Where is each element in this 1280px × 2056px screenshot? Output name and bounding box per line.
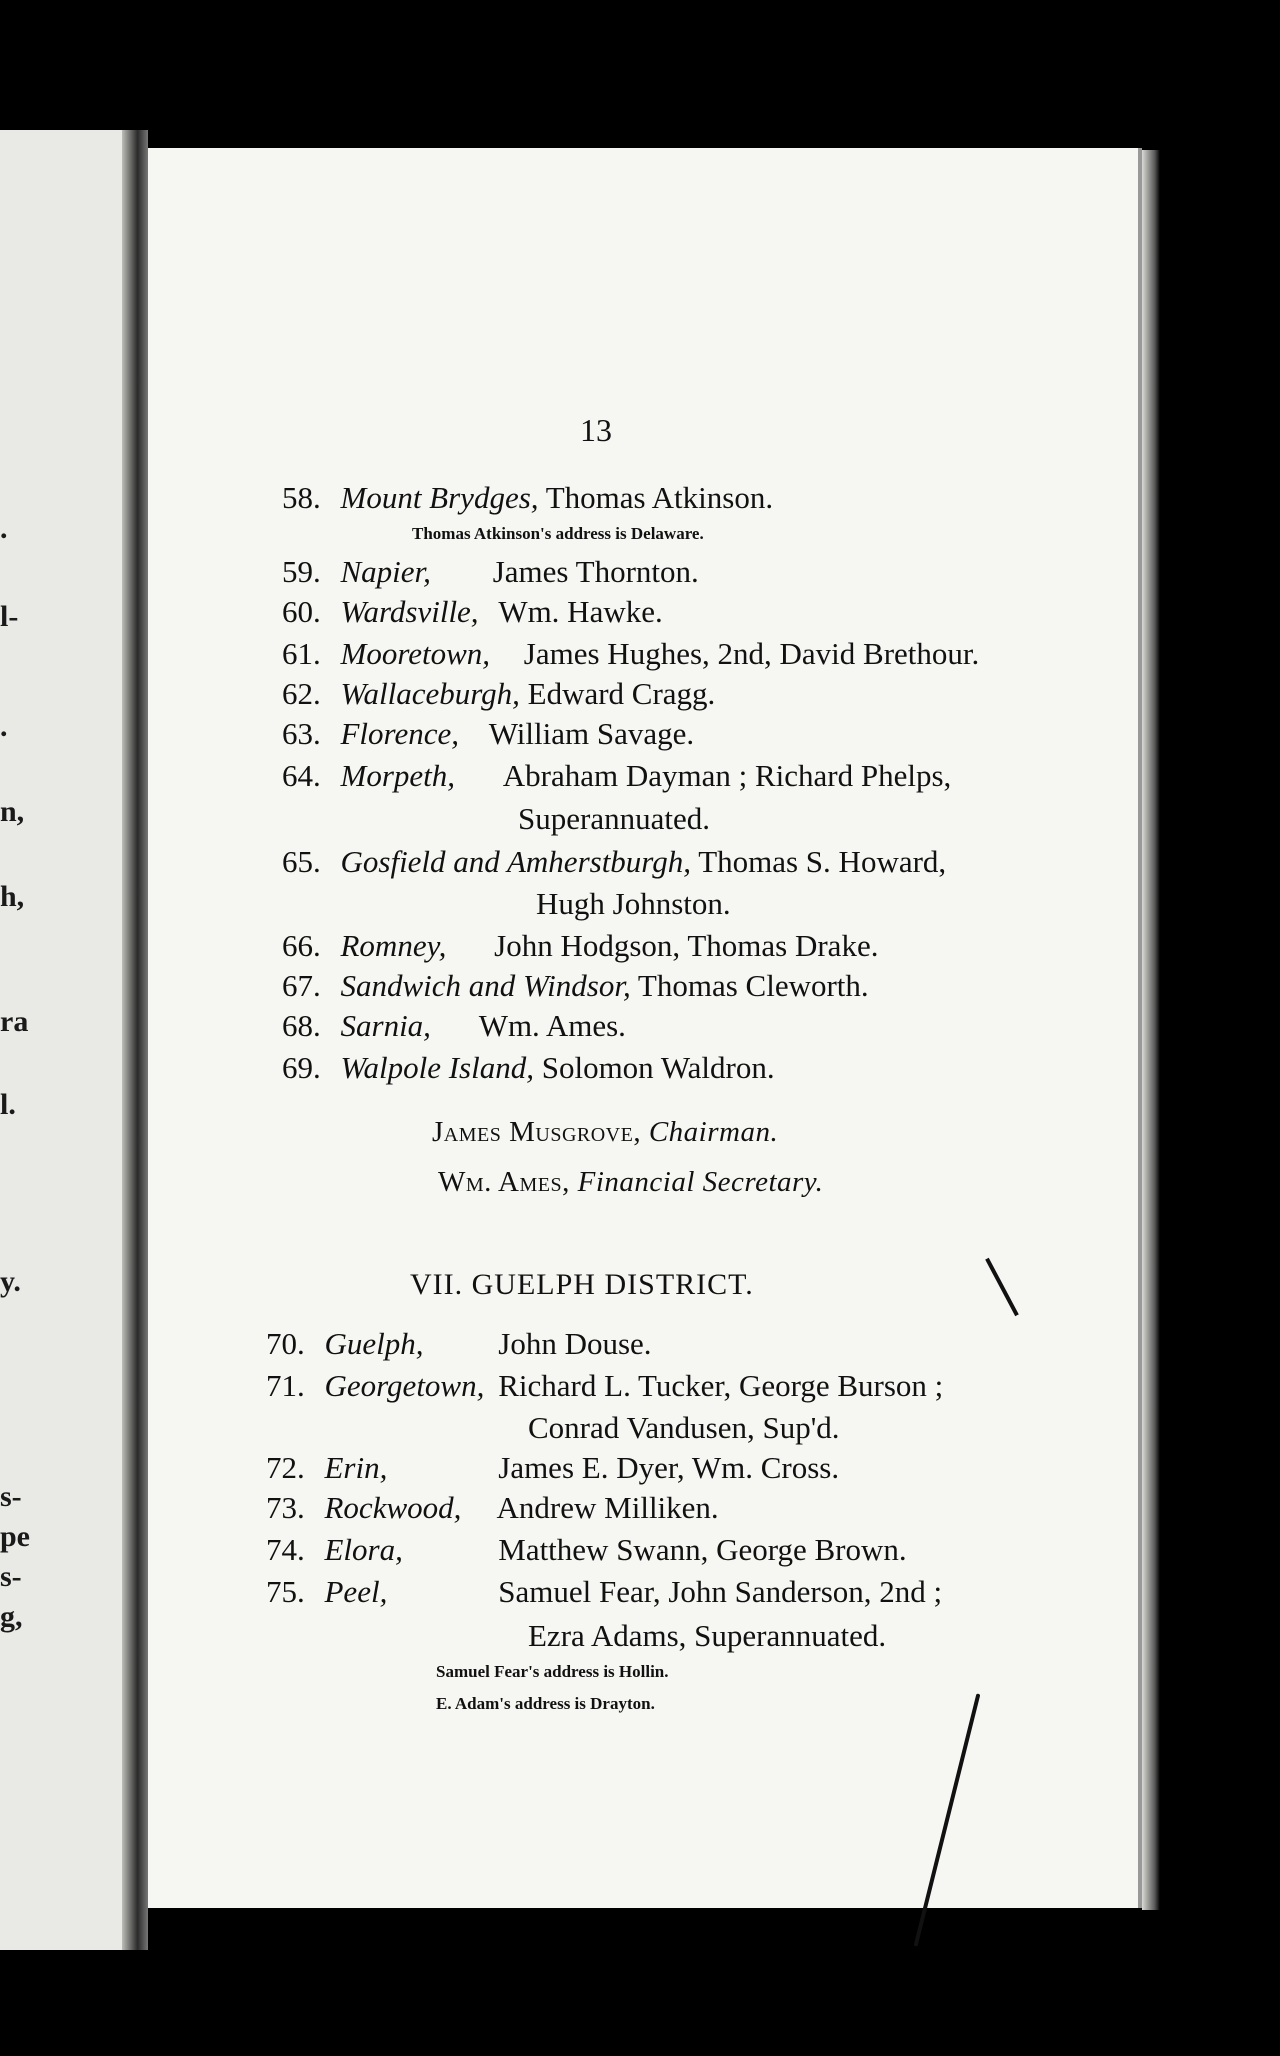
- entry-names: James Thornton.: [492, 554, 699, 589]
- entry-names: Thomas Atkinson.: [545, 480, 774, 515]
- entry-names: John Douse.: [498, 1326, 652, 1361]
- entry-place: Peel,: [324, 1574, 388, 1609]
- left-page-edge: [0, 130, 140, 1950]
- entry-place: Mount Brydges,: [340, 480, 539, 515]
- entry-64: [282, 760, 951, 791]
- entry-place: Wardsville,: [340, 594, 479, 629]
- left-page-fragment: l-: [0, 600, 19, 633]
- left-page-fragment: s-: [0, 1560, 22, 1593]
- left-page-fragment: l.: [0, 1088, 16, 1121]
- entry-67: [282, 970, 869, 1001]
- entry-number: 74.: [266, 1532, 305, 1567]
- entry-65: [282, 846, 946, 877]
- entry-number: 68.: [282, 1008, 321, 1043]
- entry-number: 66.: [282, 928, 321, 963]
- entry-number: 61.: [282, 636, 321, 671]
- left-page-fragment: s-: [0, 1480, 22, 1513]
- entry-63: [282, 718, 694, 749]
- entry-69: [282, 1052, 775, 1083]
- entry-number: 70.: [266, 1326, 305, 1361]
- chairman-title: Chairman.: [648, 1116, 779, 1148]
- entry-names: James E. Dyer, Wm. Cross.: [498, 1450, 840, 1485]
- entry-place: Georgetown,: [324, 1368, 485, 1403]
- entry-72: [266, 1452, 839, 1483]
- secretary-title: Financial Secretary.: [577, 1166, 824, 1198]
- entry-names: James Hughes, 2nd, David Brethour.: [523, 636, 980, 671]
- entry-number: 60.: [282, 594, 321, 629]
- left-page-fragment: pe: [0, 1520, 30, 1553]
- entry-70: [266, 1328, 652, 1359]
- entry-number: 59.: [282, 554, 321, 589]
- chairman-name: James Musgrove,: [432, 1116, 642, 1148]
- left-page-fragment: ra: [0, 1005, 29, 1038]
- entry-number: 72.: [266, 1450, 305, 1485]
- entry-place: Florence,: [340, 716, 459, 751]
- book-gutter: [122, 130, 148, 1950]
- left-page-fragment: n,: [0, 795, 25, 828]
- left-page-fragment: y.: [0, 1265, 21, 1298]
- address-note: E. Adam's address is Drayton.: [436, 1694, 655, 1713]
- entry-59: [282, 556, 699, 587]
- entry-place: Morpeth,: [340, 758, 456, 793]
- secretary-signature: [438, 1166, 823, 1199]
- entry-place: Elora,: [324, 1532, 403, 1567]
- entry-75-continuation: Ezra Adams, Superannuated.: [528, 1618, 887, 1653]
- entry-names: Solomon Waldron.: [541, 1050, 775, 1085]
- entry-number: 75.: [266, 1574, 305, 1609]
- entry-place: Rockwood,: [324, 1490, 462, 1525]
- entry-61: [282, 638, 979, 669]
- address-note: Samuel Fear's address is Hollin.: [436, 1662, 669, 1681]
- entry-names: Wm. Hawke.: [498, 594, 663, 629]
- entry-64-continuation: Superannuated.: [518, 801, 710, 836]
- entry-names: Wm. Ames.: [478, 1008, 626, 1043]
- left-page-fragment: .: [0, 710, 8, 743]
- left-page-fragment: .: [0, 512, 8, 545]
- entry-names: Matthew Swann, George Brown.: [498, 1532, 907, 1567]
- entry-names: Richard L. Tucker, George Burson ;: [498, 1368, 944, 1403]
- entry-place: Sandwich and Windsor,: [340, 968, 631, 1003]
- entry-names: Andrew Milliken.: [496, 1490, 719, 1525]
- entry-number: 65.: [282, 844, 321, 879]
- entry-names: William Savage.: [488, 716, 695, 751]
- entry-place: Romney,: [340, 928, 447, 963]
- entry-names: Samuel Fear, John Sanderson, 2nd ;: [498, 1574, 943, 1609]
- entry-place: Wallaceburgh,: [340, 676, 520, 711]
- entry-62: [282, 678, 715, 709]
- entry-68: [282, 1010, 626, 1041]
- entry-place: Gosfield and Amherstburgh,: [340, 844, 691, 879]
- entry-number: 71.: [266, 1368, 305, 1403]
- entry-number: 73.: [266, 1490, 305, 1525]
- entry-73: [266, 1492, 719, 1523]
- entry-place: Mooretown,: [340, 636, 491, 671]
- district-heading: VII. GUELPH DISTRICT.: [410, 1268, 754, 1301]
- entry-65-continuation: Hugh Johnston.: [536, 886, 731, 921]
- entry-66: [282, 930, 878, 961]
- secretary-name: Wm. Ames,: [438, 1166, 570, 1198]
- entry-place: Sarnia,: [340, 1008, 431, 1043]
- entry-71: [266, 1370, 943, 1401]
- entry-71-continuation: Conrad Vandusen, Sup'd.: [528, 1410, 840, 1445]
- entry-place: Walpole Island,: [340, 1050, 534, 1085]
- address-note: Thomas Atkinson's address is Delaware.: [412, 524, 704, 543]
- entry-place: Guelph,: [324, 1326, 424, 1361]
- entry-75: [266, 1576, 942, 1607]
- left-page-fragment: g,: [0, 1600, 23, 1633]
- entry-place: Erin,: [324, 1450, 388, 1485]
- chairman-signature: [432, 1116, 778, 1149]
- entry-names: Thomas Cleworth.: [637, 968, 869, 1003]
- entry-place: Napier,: [340, 554, 431, 589]
- entry-number: 67.: [282, 968, 321, 1003]
- entry-number: 64.: [282, 758, 321, 793]
- entry-names: Edward Cragg.: [527, 676, 716, 711]
- page-number: 13: [580, 412, 612, 448]
- entry-names: John Hodgson, Thomas Drake.: [494, 928, 879, 963]
- entry-60: [282, 596, 663, 627]
- entry-names: Abraham Dayman ; Richard Phelps,: [502, 758, 952, 793]
- page-right-edge: [1142, 150, 1160, 1910]
- entry-number: 58.: [282, 480, 321, 515]
- entry-names: Thomas S. Howard,: [698, 844, 947, 879]
- entry-58: [282, 482, 773, 513]
- entry-number: 63.: [282, 716, 321, 751]
- entry-74: [266, 1534, 907, 1565]
- left-page-fragment: h,: [0, 880, 25, 913]
- entry-number: 62.: [282, 676, 321, 711]
- entry-number: 69.: [282, 1050, 321, 1085]
